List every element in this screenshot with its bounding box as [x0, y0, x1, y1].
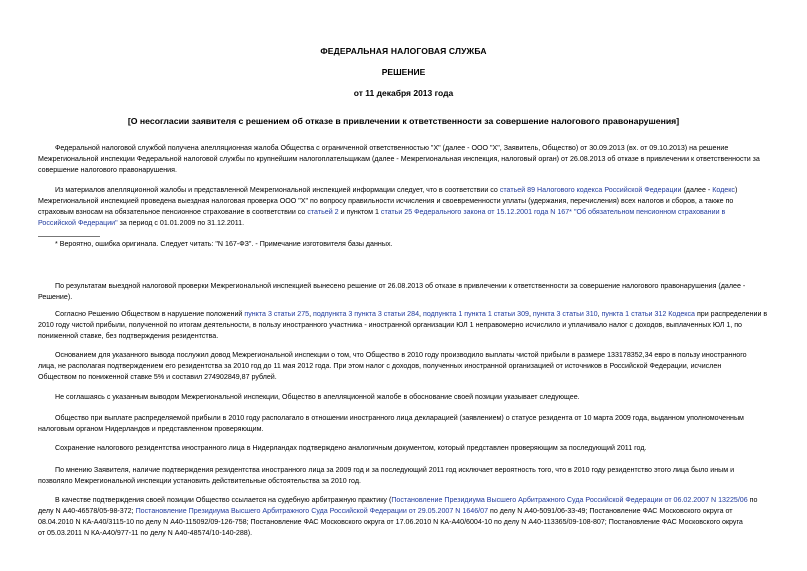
text-span: страховым взносам на обязательное пенсионное страхование в соответствии со: [38, 208, 308, 216]
paragraph-8: [38, 443, 798, 454]
text-span: ,: [309, 310, 314, 318]
link-art-284[interactable]: подпункта 3 пункта 3 статьи 284: [313, 310, 420, 318]
text-line: совершение налогового правонарушения.: [38, 166, 177, 174]
footnote: [38, 239, 798, 250]
link-vas-13225[interactable]: Постановление Президиума Высшего Арбитражного Суда Российской Федерации от 06.02.2007 N 13225/06: [391, 496, 748, 504]
text-span: Из материалов апелляционной жалобы и представленной Межрегиональной инспекцией информации следует, что в соответствии со: [55, 186, 500, 194]
text-line: Обществом по пониженной ставке 5% и составил 274902849,87 рублей.: [38, 373, 277, 381]
text-line: [38, 207, 798, 218]
text-line: [38, 506, 798, 517]
text-line: Общество при выплате распределяемой прибыли в 2010 году располагало в отношении иностранного лица декларацией (заявлением) о статусе резидента от 10 марта 2009 года, выданном уполномоченным: [55, 414, 744, 422]
text-line: Межрегиональной инспекцией проведена выездная налоговая проверка ООО "Х" по вопросу правильности исчисления и своевременности уплаты (удержания, перечисления) всех налогов и сборов, а также по: [38, 197, 734, 205]
header-date: от 11 декабря 2013 года: [353, 88, 454, 98]
link-article-25[interactable]: статьи 25 Федерального закона от 15.12.2001 года N 167*: [380, 208, 572, 216]
text-span: ): [734, 186, 738, 194]
text-line: налоговым органом Нидерландов и представленном проверяющим.: [38, 425, 264, 433]
text-span: и пунктом 1: [338, 208, 381, 216]
text-span: Согласно Решению Обществом в нарушение положений: [55, 310, 245, 318]
text-line: [38, 218, 798, 229]
link-article-89[interactable]: статьей 89 Налогового кодекса Российской Федерации: [499, 186, 682, 194]
text-line: Межрегиональной инспекции Федеральной налоговой службы по крупнейшим налогоплательщикам (далее - Межрегиональная инспекция, налоговый орган) от 26.08.2013 об отказе в привлечении к ответственности за: [38, 155, 760, 163]
text-span: делу N А40-46578/05-98-372;: [38, 507, 136, 515]
paragraph-1: [38, 143, 798, 176]
text-line: По мнению Заявителя, наличие подтверждения резидентства иностранного лица за 2009 год и за последующий 2011 год исключает вероятность того, что в 2010 году резидентство этого лица было иным и: [55, 466, 735, 474]
link-art-310[interactable]: пункта 3 статьи 310: [532, 310, 598, 318]
paragraph-6: [38, 392, 798, 403]
text-span: ,: [528, 310, 533, 318]
paragraph-9: [38, 465, 798, 487]
paragraph-7: [38, 413, 798, 435]
header-agency: ФЕДЕРАЛЬНАЯ НАЛОГОВАЯ СЛУЖБА: [320, 46, 487, 56]
text-line: Решение).: [38, 293, 73, 301]
text-line: Не соглашаясь с указанным выводом Межрегиональной инспекции, Общество в апелляционной жалобе в обоснование своей позиции указывает следующее.: [55, 393, 580, 401]
text-span: за период с 01.01.2009 по 31.12.2011.: [117, 219, 245, 227]
text-line: пониженной ставке, без подтверждения резидентства.: [38, 332, 219, 340]
paragraph-2: [38, 185, 798, 229]
text-line: [38, 185, 798, 196]
header-subject: [О несогласии заявителя с решением об отказе в привлечении к ответственности за совершение налогового правонарушения]: [127, 116, 680, 126]
text-span: В качестве подтверждения своей позиции Общество ссылается на судебную арбитражную практику (: [55, 496, 392, 504]
paragraph-5: [38, 350, 798, 383]
link-article-2[interactable]: статьей 2: [307, 208, 339, 216]
text-line: Основанием для указанного вывода послужил довод Межрегиональной инспекции о том, что Общество в 2010 году производило выплаты чистой прибыли в размере 133178352,34 евро в пользу иностранного: [55, 351, 747, 359]
link-art-275[interactable]: пункта 3 статьи 275: [244, 310, 310, 318]
text-span: по делу N А40-5091/06-33-49; Постановление ФАС Московского округа от: [488, 507, 733, 515]
text-line: * Вероятно, ошибка оригинала. Следует читать: "N 167-ФЗ". - Примечание изготовителя базы данных.: [55, 240, 393, 248]
text-line: лица, не располагая подтверждением его резидентства за 2010 год до 11 мая 2012 года. При этом налог с доходов, полученных иностранной организацией от источников в Российской Федерации, исчислен: [38, 362, 722, 370]
text-span: по: [747, 496, 758, 504]
link-pension-law[interactable]: "Об обязательном пенсионном страховании в: [573, 208, 726, 216]
text-line: Сохранение налогового резидентства иностранного лица в Нидерландах подтверждено аналогичным документом, который представлен проверяющим за последующий 2011 год.: [55, 444, 647, 452]
text-line: [38, 309, 798, 320]
text-span: при распределении в: [694, 310, 768, 318]
text-line: 2010 году чистой прибыли, полученной по итогам деятельности, в пользу иностранного участника - иностранной организации ЮЛ 1 неправомерно исчислило и уплачивало налог с доходов, выплаченных ЮЛ 1, по: [38, 321, 743, 329]
text-span: (далее -: [681, 186, 713, 194]
link-art-312[interactable]: пункта 1 статьи 312 Кодекса: [601, 310, 695, 318]
link-pension-law-cont[interactable]: Российской Федерации": [38, 219, 118, 227]
paragraph-10: [38, 495, 798, 539]
text-line: 08.04.2010 N КА-А40/3115-10 по делу N А40-115092/09-126-758; Постановление ФАС Московского округа от 17.06.2010 N КА-А40/6004-10 по делу N А40-113365/09-108-807; Постановление ФАС Московского округа: [38, 518, 743, 526]
text-line: По результатам выездной налоговой проверки Межрегиональной инспекцией вынесено решение от 26.08.2013 об отказе в привлечении к ответственности за совершение налогового правонарушения (далее -: [55, 282, 746, 290]
footnote-divider: [38, 236, 100, 237]
text-span: ,: [597, 310, 602, 318]
link-art-309[interactable]: подпункта 1 пункта 1 статьи 309: [422, 310, 529, 318]
text-line: позволяло Межрегиональной инспекции установить действительные обстоятельства за 2010 год.: [38, 477, 361, 485]
link-code[interactable]: Кодекс: [712, 186, 735, 194]
text-line: Федеральной налоговой службой получена апелляционная жалоба Общества с ограниченной ответственностью "Х" (далее - ООО "Х", Заявитель, Общество) от 30.09.2013 (вх. от 09.10.2013) на решение: [55, 144, 729, 152]
header-doc-type: РЕШЕНИЕ: [381, 67, 426, 77]
paragraph-4: [38, 309, 798, 342]
text-line: [38, 495, 798, 506]
text-line: от 05.03.2011 N КА-А40/977-11 по делу N А40-48574/10-140-288).: [38, 529, 253, 537]
paragraph-3: [38, 281, 798, 303]
text-span: ,: [419, 310, 423, 318]
link-vas-1646[interactable]: Постановление Президиума Высшего Арбитражного Суда Российской Федерации от 29.05.2007 N 1646/07: [135, 507, 489, 515]
